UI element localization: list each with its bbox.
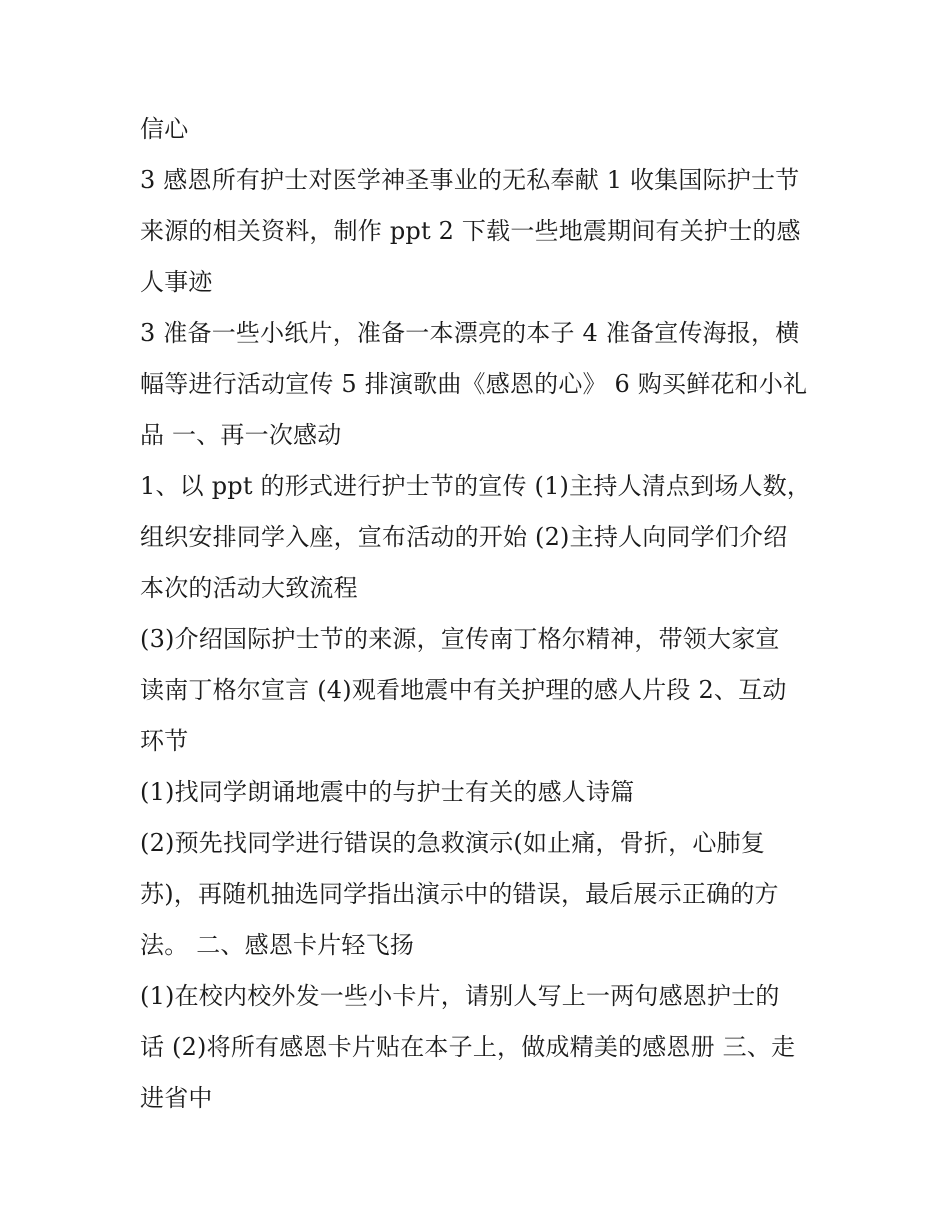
- text-line: 法。 二、感恩卡片轻飞扬: [140, 931, 415, 959]
- text-line: 读南丁格尔宣言 (4)观看地震中有关护理的感人片段 2、互动: [140, 676, 787, 704]
- text-line: 1、以 ppt 的形式进行护士节的宣传 (1)主持人清点到场人数，: [140, 472, 812, 500]
- text-line: 幅等进行活动宣传 5 排演歌曲《感恩的心》 6 购买鲜花和小礼: [140, 370, 808, 398]
- text-line: 3 感恩所有护士对医学神圣事业的无私奉献 1 收集国际护士节: [140, 166, 800, 194]
- text-line: (1)在校内校外发一些小卡片，请别人写上一两句感恩护士的: [140, 982, 780, 1010]
- text-line: 环节: [140, 727, 189, 755]
- text-line: 信心: [140, 115, 189, 143]
- text-line: 进省中: [140, 1084, 213, 1112]
- text-line: 本次的活动大致流程: [140, 574, 358, 602]
- text-line: 苏)，再随机抽选同学指出演示中的错误，最后展示正确的方: [140, 880, 779, 908]
- text-line: (3)介绍国际护士节的来源，宣传南丁格尔精神，带领大家宣: [140, 625, 780, 653]
- document-body: [140, 104, 820, 1124]
- text-line: (1)找同学朗诵地震中的与护士有关的感人诗篇: [140, 778, 635, 806]
- text-line: 话 (2)将所有感恩卡片贴在本子上，做成精美的感恩册 三、走: [140, 1033, 796, 1061]
- text-line: 3 准备一些小纸片，准备一本漂亮的本子 4 准备宣传海报，横: [140, 319, 800, 347]
- text-line: 组织安排同学入座，宣布活动的开始 (2)主持人向同学们介绍: [140, 523, 788, 551]
- text-line: (2)预先找同学进行错误的急救演示(如止痛，骨折，心肺复: [140, 829, 765, 857]
- text-line: 人事迹: [140, 268, 213, 296]
- text-line: 品 一、再一次感动: [140, 421, 342, 449]
- text-line: 来源的相关资料，制作 ppt 2 下载一些地震期间有关护士的感: [140, 217, 801, 245]
